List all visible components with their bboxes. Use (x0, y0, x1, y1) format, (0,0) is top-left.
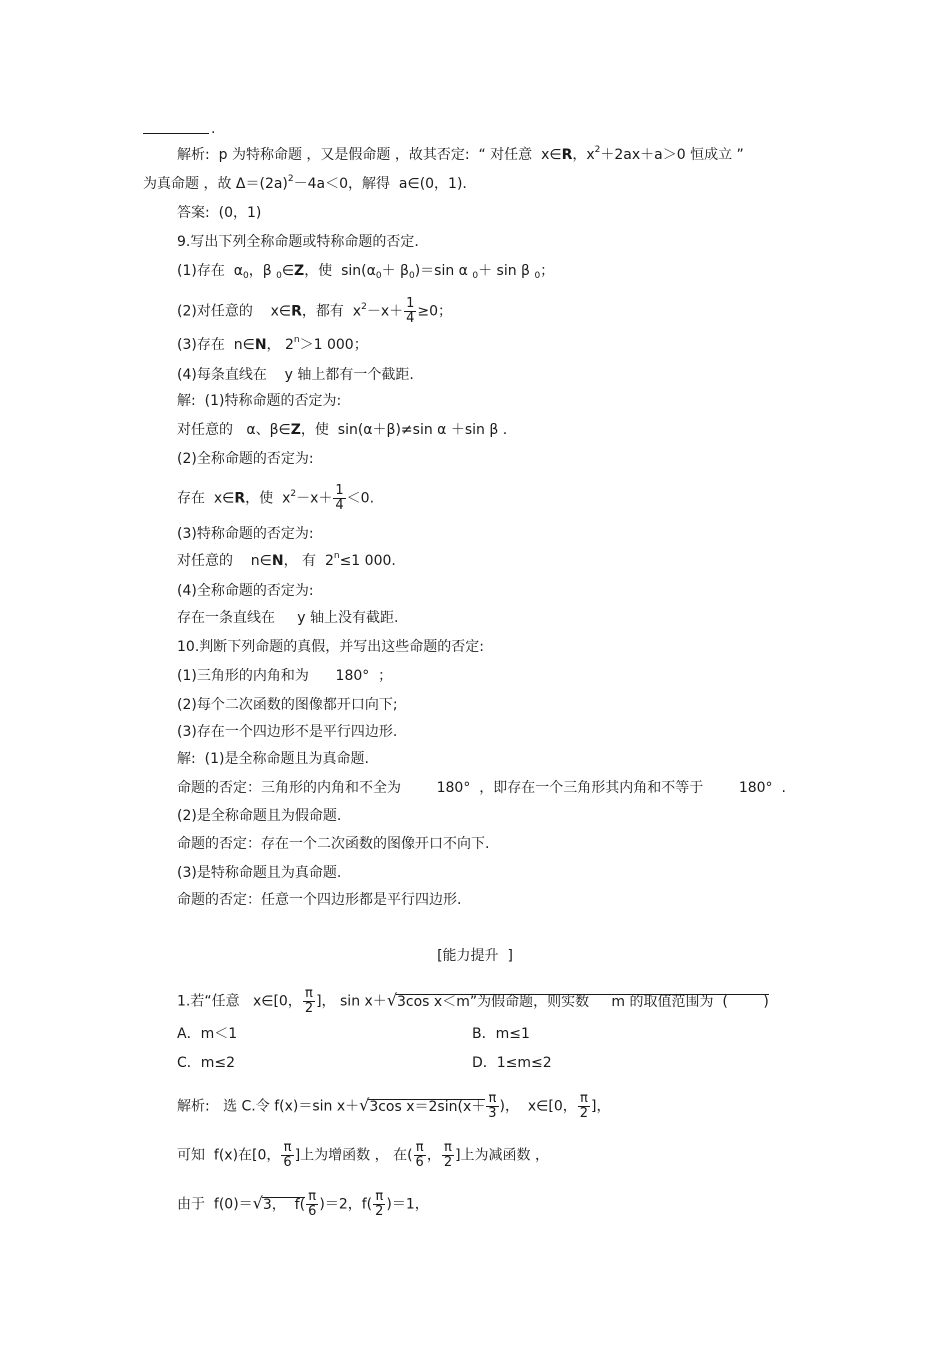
answer-line: 答案: (0，1) (177, 205, 262, 221)
answer-blank-line (143, 133, 209, 134)
q9-solution-4-body: 存在一条直线在 y 轴上没有截距. (177, 610, 399, 626)
option-c: C．m≤2 (177, 1055, 236, 1071)
q9-solution-2-title: (2)全称命题的否定为: (177, 451, 314, 467)
q10-solution-2-body: 命题的否定：存在一个二次函数的图像开口不向下. (177, 836, 490, 852)
q9-solution-3-body: 对任意的 n∈N， 有 $2^n\le 1$ 000. (177, 551, 396, 569)
q10-item-1: (1)三角形的内角和为 180° ； (177, 668, 393, 684)
q9-solution-2-body: 存在 x∈R，使 $x^2-x+$ $\frac{1}{4}$ ＜0. (177, 483, 375, 513)
sqrt-symbol: √ (252, 1193, 263, 1213)
q10-solution-2-title: (2)是全称命题且为假命题. (177, 808, 342, 824)
q9-solution-1-title: 解: (1)特称命题的否定为: (177, 393, 342, 409)
fraction-pi-over-6: $\frac{\pi}{6}$ (308, 1189, 317, 1219)
ability-solution-line-2: 可知 f(x)在[0， $\frac{\pi}{6}$ ]上为增函数 ， 在( $\frac{\pi}{6}$ ， $\frac{\pi}{2}$ ]上为减函数 ， (177, 1140, 550, 1170)
blank-period: . (211, 121, 216, 137)
fraction-pi-over-2: $\frac{\pi}{2}$ (579, 1091, 589, 1121)
q9-solution-3-title: (3)特称命题的否定为: (177, 526, 314, 542)
solution-line-1: 解析: p 为特称命题 ，又是假命题 ，故其否定: “ 对任意 x∈R，$x^2+2ax+a>0$ 恒成立 ” (177, 145, 744, 163)
q10-solution-1-body: 命题的否定：三角形的内角和不全为 180° ，即存在一个三角形其内角和不等于 180° . (177, 780, 786, 796)
fraction-pi-over-2: $\frac{\pi}{2}$ (375, 1189, 384, 1219)
question-9-title: 9.写出下列全称命题或特称命题的否定. (177, 234, 419, 250)
option-d: D．1≤m≤2 (472, 1055, 552, 1071)
ability-solution-line-1: 解析: 选 C.令 f(x)＝sin x＋√3cos x＝2sin(x＋ $\frac{\pi}{3}$ )， x∈[0， $\frac{\pi}{2}$ ]， (177, 1091, 611, 1121)
option-a: A．m＜1 (177, 1026, 238, 1042)
fraction-pi-over-6: $\frac{\pi}{6}$ (415, 1140, 424, 1170)
question-10-title: 10.判断下列命题的真假，并写出这些命题的否定: (177, 639, 484, 655)
sqrt-symbol: √ (359, 1095, 370, 1115)
sqrt-symbol: √ (386, 990, 398, 1010)
q10-solution-3-title: (3)是特称命题且为真命题. (177, 865, 342, 881)
q10-solution-1-title: 解: (1)是全称命题且为真命题. (177, 751, 369, 767)
q10-solution-3-body: 命题的否定：任意一个四边形都是平行四边形. (177, 892, 462, 908)
fraction-pi-over-6: $\frac{\pi}{6}$ (283, 1140, 292, 1170)
fraction-one-quarter: $\frac{1}{4}$ (335, 483, 344, 513)
q9-item-1: (1)存在 $\alpha_0$，β $_0$∈Z，使 $\sin(\alpha_0+ \beta_0)=\sin$ α $_0$＋ sin β $_0$； (177, 263, 555, 281)
q9-solution-4-title: (4)全称命题的否定为: (177, 583, 314, 599)
q9-item-2: (2)对任意的 x∈R，都有 $x^2-x+$ $\frac{1}{4}$ ≥0； (177, 296, 453, 326)
solution-line-2: 为真命题 ，故 $\Delta=(2a)^2-4a<0$，解得 a∈(0，1). (143, 174, 467, 192)
q10-item-3: (3)存在一个四边形不是平行四边形. (177, 724, 398, 740)
section-heading: [能力提升 ] (437, 948, 513, 964)
q10-item-2: (2)每个二次函数的图像都开口向下; (177, 697, 398, 713)
ability-question-1: 1.若“任意 x∈[0， $\frac{\pi}{2}$ ]， sin x＋√3cos x＜m”为假命题，则实数 m 的取值范围为 ( ) (177, 986, 769, 1016)
option-b: B．m≤1 (472, 1026, 530, 1042)
ability-solution-line-3: 由于 f(0)＝√3， f( $\frac{\pi}{6}$ )＝2，f( $\frac{\pi}{2}$ )＝1， (177, 1189, 429, 1219)
fraction-pi-over-2: $\frac{\pi}{2}$ (304, 986, 314, 1016)
fraction-one-quarter: $\frac{1}{4}$ (406, 296, 415, 326)
q9-item-3: (3)存在 n∈N， $2^n>1$ 000； (177, 335, 368, 353)
fraction-pi-over-2: $\frac{\pi}{2}$ (443, 1140, 453, 1170)
fraction-pi-over-3: $\frac{\pi}{3}$ (488, 1091, 497, 1121)
q9-item-4: (4)每条直线在 y 轴上都有一个截距. (177, 367, 414, 383)
q9-solution-1-body: 对任意的 α、β∈Z，使 sin(α＋β)≠sin α ＋sin β . (177, 422, 508, 438)
